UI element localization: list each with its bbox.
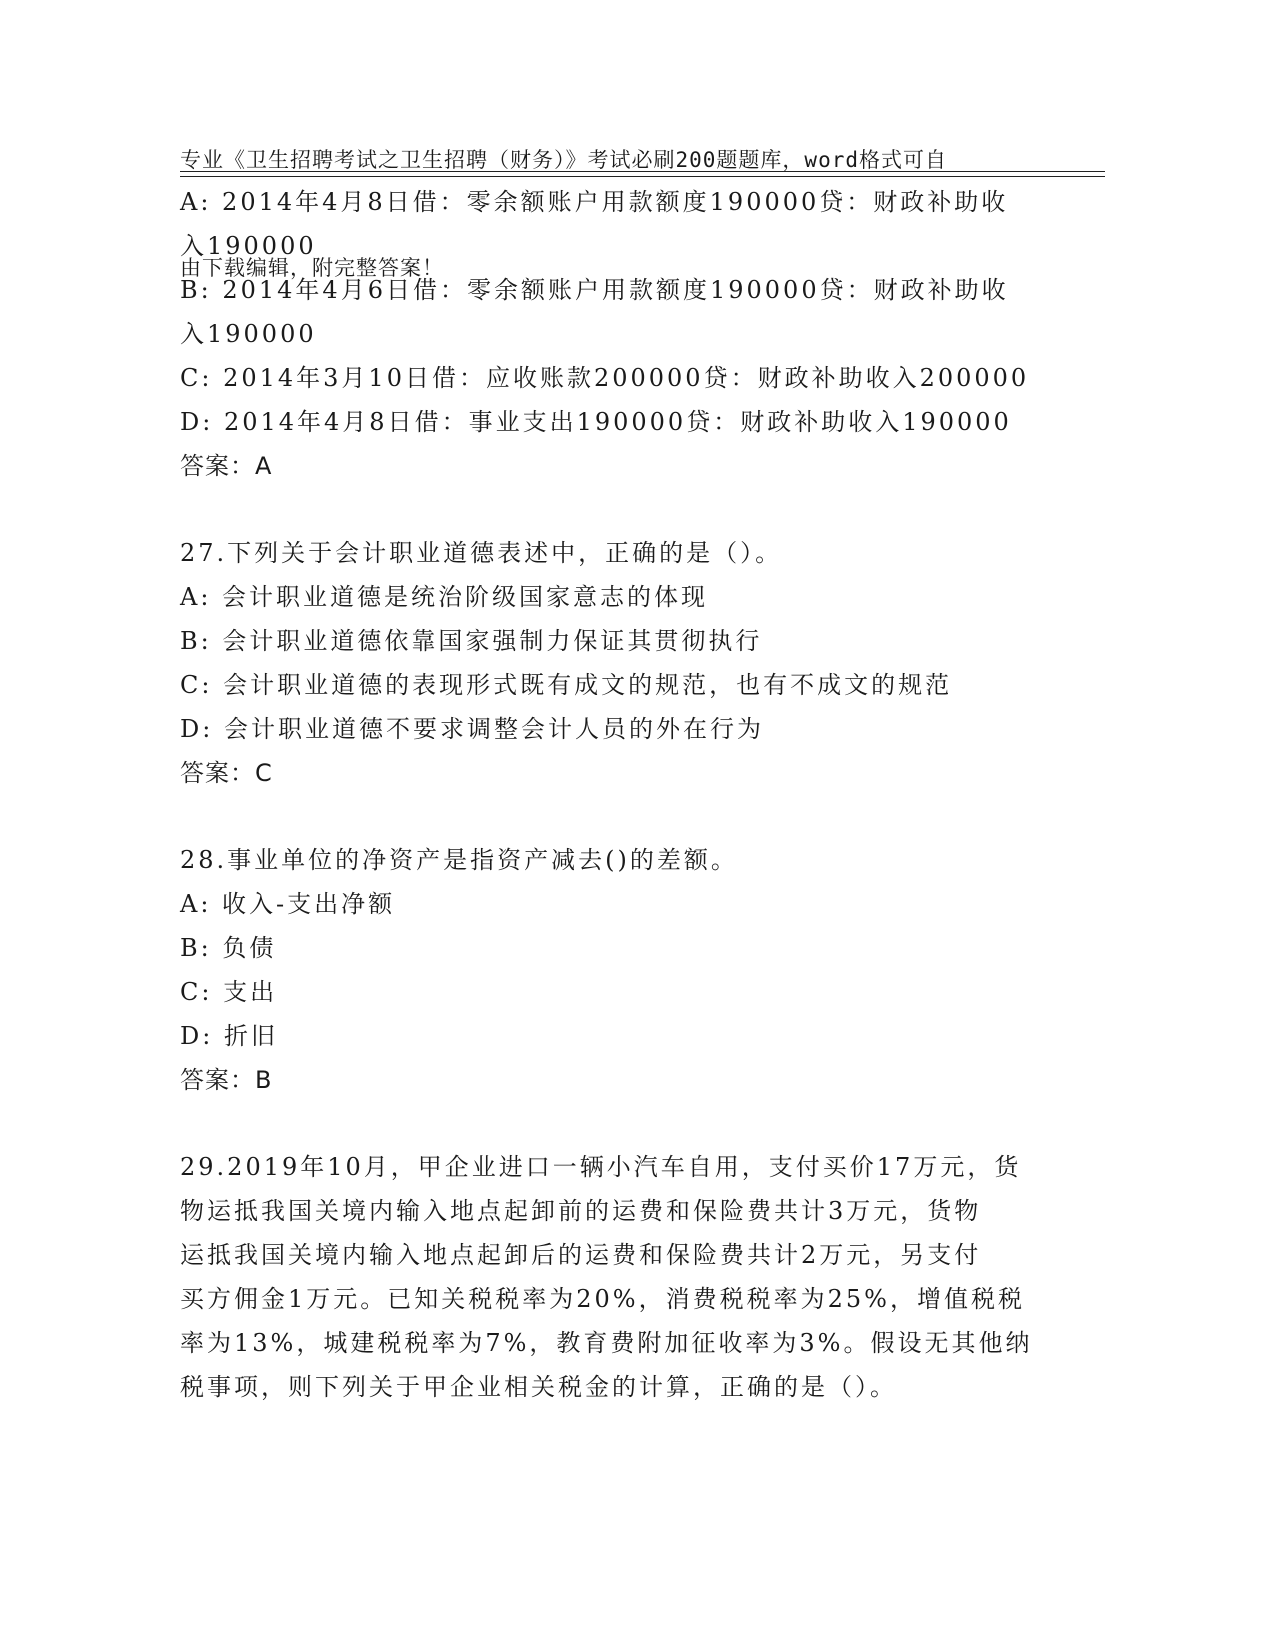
option-28-a: A: 收入-支出净额 [180,890,396,918]
answer-26: 答案：A [180,452,273,480]
question-29-stem-line-2: 物运抵我国关境内输入地点起卸前的运费和保险费共计3万元，货物 [180,1197,982,1225]
answer-28: 答案：B [180,1066,273,1094]
option-26-b-line-1: B: 2014年4月6日借：零余额账户用款额度190000贷：财政补助收 [180,276,1009,304]
option-26-a-line-1: A: 2014年4月8日借：零余额账户用款额度190000贷：财政补助收 [180,188,1009,216]
option-27-b: B: 会计职业道德依靠国家强制力保证其贯彻执行 [180,627,763,655]
option-28-d: D: 折旧 [180,1022,278,1050]
question-29-stem-line-5: 率为13%，城建税税率为7%，教育费附加征收率为3%。假设无其他纳 [180,1329,1033,1357]
header-line-1: 专业《卫生招聘考试之卫生招聘（财务）》考试必刷200题题库，word格式可自 [180,148,947,172]
option-26-c: C: 2014年3月10日借：应收账款200000贷：财政补助收入200000 [180,364,1030,392]
option-26-b-line-2: 入190000 [180,320,317,348]
option-27-d: D: 会计职业道德不要求调整会计人员的外在行为 [180,715,764,743]
option-26-a-line-2: 入190000 [180,232,317,260]
spacer [180,795,1040,838]
question-28-stem: 28.事业单位的净资产是指资产减去()的差额。 [180,846,738,874]
option-28-b: B: 负债 [180,934,277,962]
question-29-stem-line-4: 买方佣金1万元。已知关税税率为20%，消费税税率为25%，增值税税 [180,1285,1025,1313]
question-29-stem-line-1: 29.2019年10月，甲企业进口一辆小汽车自用，支付买价17万元，货 [180,1153,1022,1181]
question-26-options [180,180,1040,488]
question-29 [180,1145,1040,1409]
option-26-d: D: 2014年4月8日借：事业支出190000贷：财政补助收入190000 [180,408,1012,436]
option-27-a: A: 会计职业道德是统治阶级国家意志的体现 [180,583,709,611]
header-divider-bottom [180,176,1105,177]
answer-27: 答案：C [180,759,273,787]
question-29-stem-line-3: 运抵我国关境内输入地点起卸后的运费和保险费共计2万元，另支付 [180,1241,982,1269]
question-28 [180,838,1040,1102]
question-27-stem: 27.下列关于会计职业道德表述中，正确的是（）。 [180,539,783,567]
spacer [180,488,1040,531]
question-29-stem-line-6: 税事项，则下列关于甲企业相关税金的计算，正确的是（）。 [180,1373,897,1401]
option-27-c: C: 会计职业道德的表现形式既有成文的规范，也有不成文的规范 [180,671,953,699]
spacer [180,1102,1040,1145]
question-27 [180,531,1040,795]
document-body [180,180,1040,1409]
header-line-2: 由下载编辑，附完整答案！ [180,256,444,280]
header-divider-top [180,171,1105,172]
option-28-c: C: 支出 [180,978,278,1006]
